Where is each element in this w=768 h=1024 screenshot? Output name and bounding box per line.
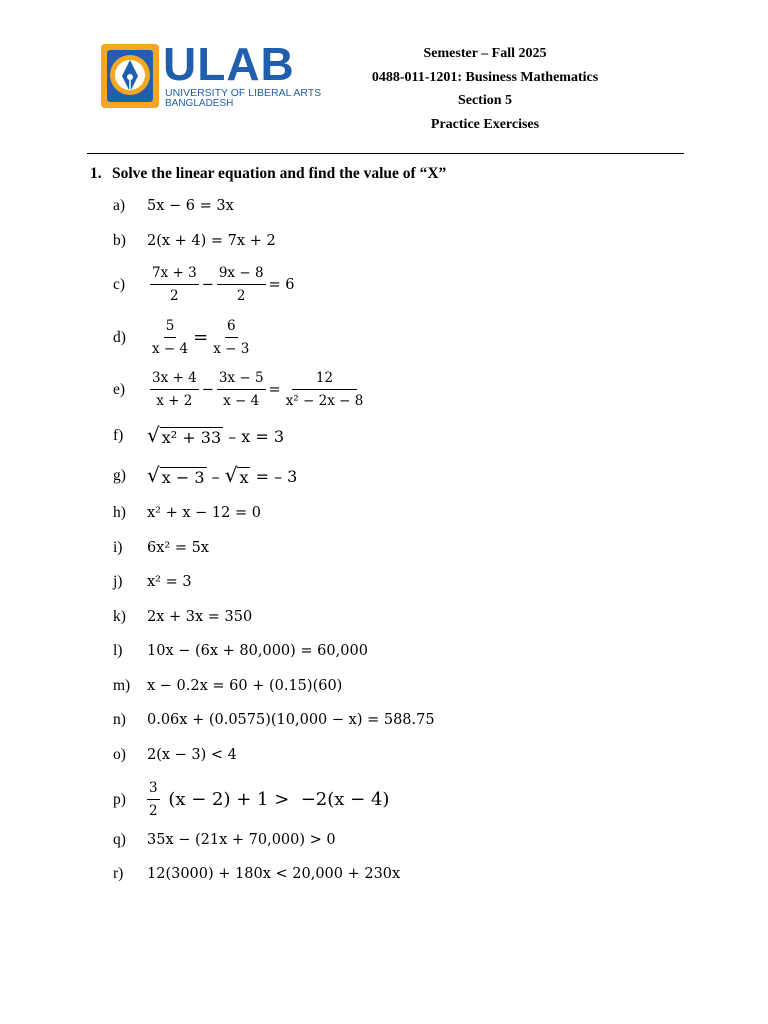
numerator: 9x − 8 xyxy=(217,265,266,285)
operator: = xyxy=(268,381,281,398)
fraction xyxy=(147,780,160,819)
equation: 5x − 6 = 3x xyxy=(147,198,234,214)
question-number: 1. xyxy=(90,165,102,182)
equation: 35x − (21x + 70,000) > 0 xyxy=(147,832,336,848)
operator: − xyxy=(201,381,214,398)
fraction xyxy=(217,265,266,304)
equation: 12(3000) + 180x < 20,000 + 230x xyxy=(147,866,401,882)
course-line: 0488-011-1201: Business Mathematics xyxy=(371,69,599,85)
title-line: Practice Exercises xyxy=(430,116,540,132)
numerator: 12 xyxy=(292,370,357,390)
exercise-p xyxy=(113,780,389,819)
exercise-label: c) xyxy=(113,275,126,293)
equation: 2(x − 3) < 4 xyxy=(147,747,237,763)
equation: 2(x + 4) = 7x + 2 xyxy=(147,233,276,249)
equation xyxy=(147,318,254,357)
exercise-label: d) xyxy=(113,328,126,346)
exercise-label: e) xyxy=(113,380,126,398)
square-root xyxy=(147,465,207,487)
question-heading xyxy=(90,165,446,183)
radical-sign-icon: √ xyxy=(147,423,160,447)
numerator: 3x − 5 xyxy=(217,370,266,390)
logo-university-name: UNIVERSITY OF LIBERAL ARTS xyxy=(165,87,322,99)
exercise-n xyxy=(113,711,435,729)
exercise-label: p) xyxy=(113,790,126,808)
right-hand-side: = 6 xyxy=(268,276,295,293)
equation-rest: – x = 3 xyxy=(223,426,285,446)
exercise-label: m) xyxy=(113,677,131,694)
exercise-b xyxy=(113,232,276,250)
radical-sign-icon: √ xyxy=(224,463,238,487)
radicand: x xyxy=(239,468,249,487)
radicand: x − 3 xyxy=(161,468,205,487)
equation xyxy=(147,780,389,819)
logo-wordmark: ULAB xyxy=(163,38,295,90)
denominator: 2 xyxy=(170,288,179,304)
exercise-label: l) xyxy=(113,642,123,659)
semester-line: Semester – Fall 2025 xyxy=(423,46,547,61)
pen-nib-emblem-icon xyxy=(99,42,161,110)
equation-rest: (x − 2) + 1 > −2(x − 4) xyxy=(162,789,390,810)
exercise-f xyxy=(113,425,284,447)
equation: x² = 3 xyxy=(147,574,192,590)
radicand: x² + 33 xyxy=(161,428,222,447)
denominator: x − 3 xyxy=(213,341,250,357)
radical-sign-icon: √ xyxy=(147,463,160,487)
exercise-o xyxy=(113,746,237,764)
exercise-label: k) xyxy=(113,608,126,625)
ulab-logo xyxy=(99,38,322,112)
square-root xyxy=(225,465,251,487)
fraction xyxy=(211,318,251,357)
operator: − xyxy=(201,276,214,293)
document-header xyxy=(335,44,635,138)
operator: – xyxy=(206,466,225,486)
equation: 0.06x + (0.0575)(10,000 − x) = 588.75 xyxy=(147,712,435,728)
denominator: x + 2 xyxy=(156,393,193,409)
header-divider xyxy=(87,153,684,154)
fraction xyxy=(217,370,266,409)
exercise-label: j) xyxy=(113,573,123,590)
denominator: x − 4 xyxy=(223,393,260,409)
exercise-label: r) xyxy=(113,865,124,882)
equation xyxy=(147,465,297,487)
exercise-label: i) xyxy=(113,539,123,556)
exercise-label: f) xyxy=(113,427,124,444)
exercise-m xyxy=(113,677,342,695)
exercise-label: g) xyxy=(113,467,126,484)
question-text: Solve the linear equation and find the value of “X” xyxy=(112,165,447,182)
exercise-k xyxy=(113,608,252,626)
fraction xyxy=(284,370,366,409)
equation-rest: = – 3 xyxy=(250,466,298,486)
equation: x² + x − 12 = 0 xyxy=(147,505,261,521)
exercise-label: o) xyxy=(113,746,126,763)
equation: 6x² = 5x xyxy=(147,540,209,556)
equation xyxy=(147,370,368,409)
denominator: x − 4 xyxy=(152,341,189,357)
denominator: 2 xyxy=(149,803,158,819)
numerator: 3 xyxy=(147,780,160,800)
square-root xyxy=(147,425,223,447)
equation: 10x − (6x + 80,000) = 60,000 xyxy=(147,643,368,659)
exercise-e xyxy=(113,370,368,409)
exercise-label: n) xyxy=(113,711,126,728)
numerator: 7x + 3 xyxy=(150,265,199,285)
fraction xyxy=(150,318,190,357)
denominator: 2 xyxy=(236,288,246,304)
equation: 2x + 3x = 350 xyxy=(147,609,253,625)
exercise-l xyxy=(113,642,368,660)
equation xyxy=(147,265,295,304)
numerator: 5 xyxy=(164,318,177,338)
logo-country: BANGLADESH xyxy=(165,98,234,109)
exercise-label: h) xyxy=(113,504,126,521)
exercise-j xyxy=(113,573,192,591)
numerator: 3x + 4 xyxy=(150,370,199,390)
exercise-label: q) xyxy=(113,831,126,848)
fraction xyxy=(150,265,199,304)
equation xyxy=(147,425,284,447)
section-line: Section 5 xyxy=(457,93,513,108)
exercise-label: a) xyxy=(113,197,126,214)
exercise-g xyxy=(113,465,297,487)
numerator: 6 xyxy=(225,318,238,338)
exercise-h xyxy=(113,504,261,522)
exercise-c xyxy=(113,265,295,304)
operator: = xyxy=(193,327,209,348)
exercise-a xyxy=(113,197,234,215)
exercise-label: b) xyxy=(113,232,126,249)
exercise-r xyxy=(113,865,400,883)
exercise-q xyxy=(113,831,336,849)
exercise-d xyxy=(113,318,254,357)
equation: x − 0.2x = 60 + (0.15)(60) xyxy=(147,678,343,694)
fraction xyxy=(150,370,199,409)
exercise-i xyxy=(113,539,209,557)
denominator: x² − 2x − 8 xyxy=(285,393,364,409)
